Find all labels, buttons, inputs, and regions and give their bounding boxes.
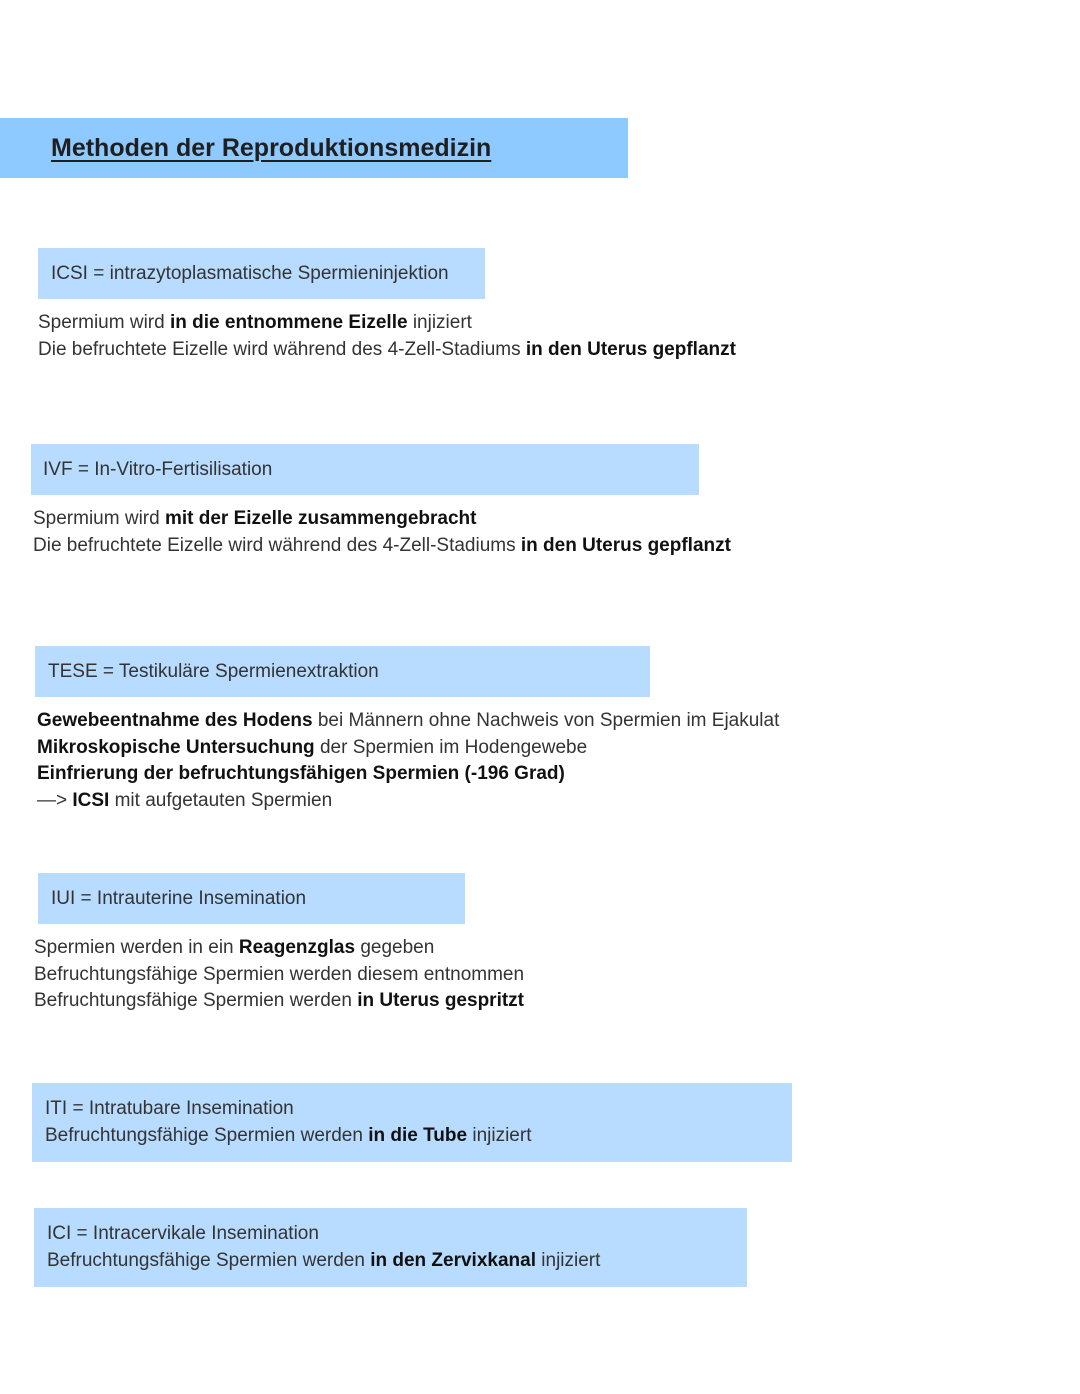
ivf-heading: IVF = In-Vitro-Fertisilisation <box>43 459 273 480</box>
ivf-heading-box <box>31 444 699 495</box>
iti-desc-line-1: Befruchtungsfähige Spermien werden in die Tube injiziert <box>45 1125 532 1146</box>
iui-desc-line-3: Befruchtungsfähige Spermien werden in Uterus gespritzt <box>34 990 525 1011</box>
tese-heading: TESE = Testikuläre Spermienextraktion <box>48 661 379 682</box>
iti-heading: ITI = Intratubare Insemination <box>45 1098 294 1119</box>
ici-heading: ICI = Intracervikale Insemination <box>47 1223 319 1244</box>
page-title: Methoden der Reproduktionsmedizin <box>51 133 492 162</box>
title-banner <box>0 118 628 178</box>
iui-heading: IUI = Intrauterine Insemination <box>51 888 307 909</box>
icsi-heading-box <box>38 248 485 299</box>
tese-desc-line-2: Mikroskopische Untersuchung der Spermien im Hodengewebe <box>37 736 588 758</box>
icsi-heading: ICSI = intrazytoplasmatische Spermieninjektion <box>51 263 449 284</box>
iui-description <box>34 935 524 1015</box>
iui-heading-box <box>38 873 465 924</box>
ivf-desc-line-1: Spermium wird mit der Eizelle zusammengebracht <box>33 508 477 529</box>
tese-description <box>37 708 779 814</box>
ici-desc-line-1: Befruchtungsfähige Spermien werden in den Zervixkanal injiziert <box>47 1250 601 1271</box>
tese-desc-line-4: —> ICSI mit aufgetauten Spermien <box>37 789 333 811</box>
ivf-desc-line-2: Die befruchtete Eizelle wird während des 4-Zell-Stadiums in den Uterus gepflanzt <box>33 534 731 556</box>
tese-desc-line-3: Einfrierung der befruchtungsfähigen Spermien (-196 Grad) <box>37 763 565 784</box>
icsi-desc-line-2: Die befruchtete Eizelle wird während des 4-Zell-Stadiums in den Uterus gepflanzt <box>38 338 736 360</box>
iti-box <box>32 1083 792 1162</box>
tese-heading-box <box>35 646 650 697</box>
tese-desc-line-1: Gewebeentnahme des Hodens bei Männern ohne Nachweis von Spermien im Ejakulat <box>37 710 780 731</box>
icsi-desc-line-1: Spermium wird in die entnommene Eizelle injiziert <box>38 312 472 333</box>
ivf-description <box>33 506 731 559</box>
iui-desc-line-2: Befruchtungsfähige Spermien werden diesem entnommen <box>34 963 525 985</box>
icsi-description <box>38 310 736 363</box>
ici-box <box>34 1208 747 1287</box>
iui-desc-line-1: Spermien werden in ein Reagenzglas gegeben <box>34 937 435 958</box>
